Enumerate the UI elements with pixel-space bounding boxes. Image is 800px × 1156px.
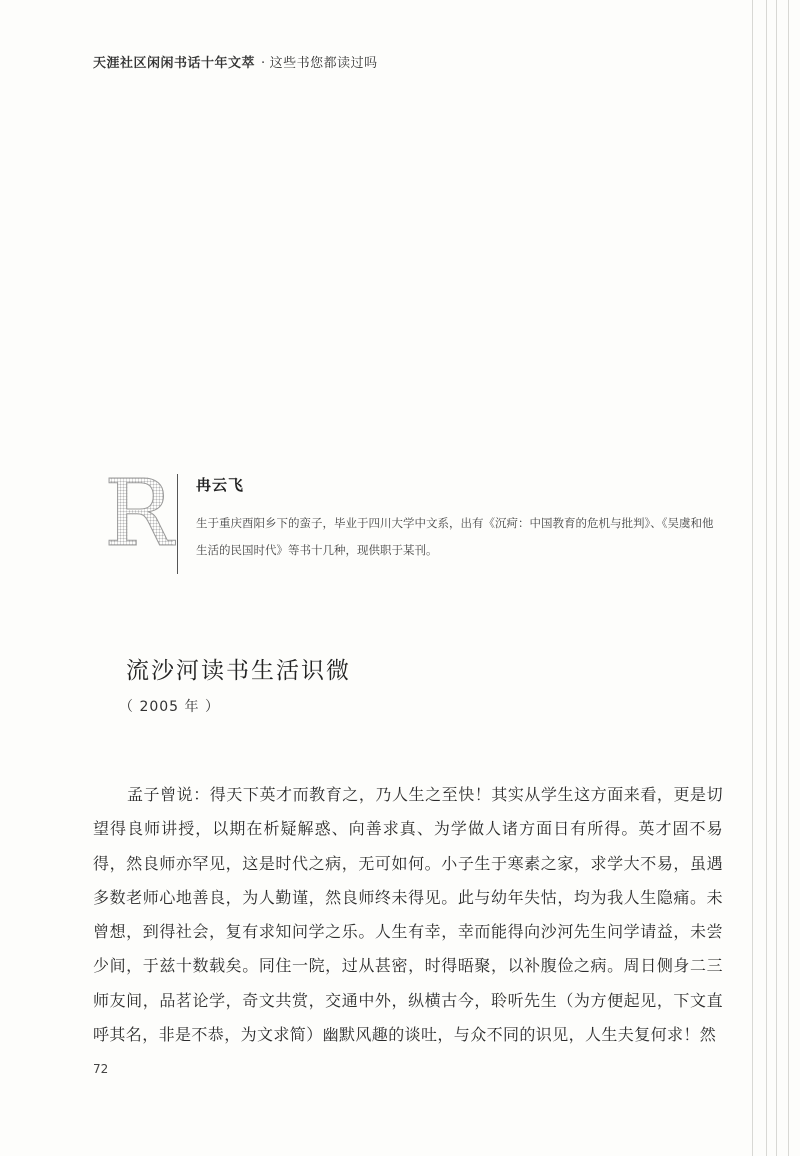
running-header — [93, 52, 378, 71]
article-year: （ 2005 年 ） — [119, 699, 220, 715]
page-number: 72 — [93, 1062, 109, 1076]
author-bio: 生于重庆酉阳乡下的蛮子，毕业于四川大学中文系，出有《沉疴：中国教育的危机与批判》、《吴虞和他生活的民国时代》等书十几种，现供职于某刊。 — [196, 516, 714, 557]
author-name: 冉云飞 — [196, 476, 245, 494]
article-body — [93, 778, 723, 1052]
article-title: 流沙河读书生活识微 — [126, 658, 351, 684]
series-title: 天涯社区闲闲书话十年文萃 — [93, 56, 256, 71]
header-separator: · — [261, 56, 266, 71]
author-initial: R — [104, 460, 174, 567]
scan-edge — [742, 0, 800, 1156]
body-paragraph: 孟子曾说：得天下英才而教育之，乃人生之至快！其实从学生这方面来看，更是切望得良师讲授，以期在析疑解惑、向善求真、为学做人诸方面日有所得。英才固不易得，然良师亦罕见，这是时代之病，无可如何。小子生于寒素之家，求学大不易，虽遇多数老师心地善良，为人勤谨，然良师终未得见。此与幼年失怙，均为我人生隐痛。未曾想，到得社会，复有求知问学之乐。人生有幸，幸而能得向沙河先生问学请益，未尝少间，于兹十数载矣。同住一院，过从甚密，时得晤聚，以补腹俭之病。周日侧身二三师友间，品茗论学，奇文共赏，交通中外，纵横古今，聆听先生（为方便起见，下文直呼其名，非是不恭，为文求简）幽默风趣的谈吐，与众不同的识见，人生夫复何求！然 — [93, 785, 723, 1045]
author-divider — [177, 474, 178, 574]
volume-title: 这些书您都读过吗 — [269, 56, 378, 71]
